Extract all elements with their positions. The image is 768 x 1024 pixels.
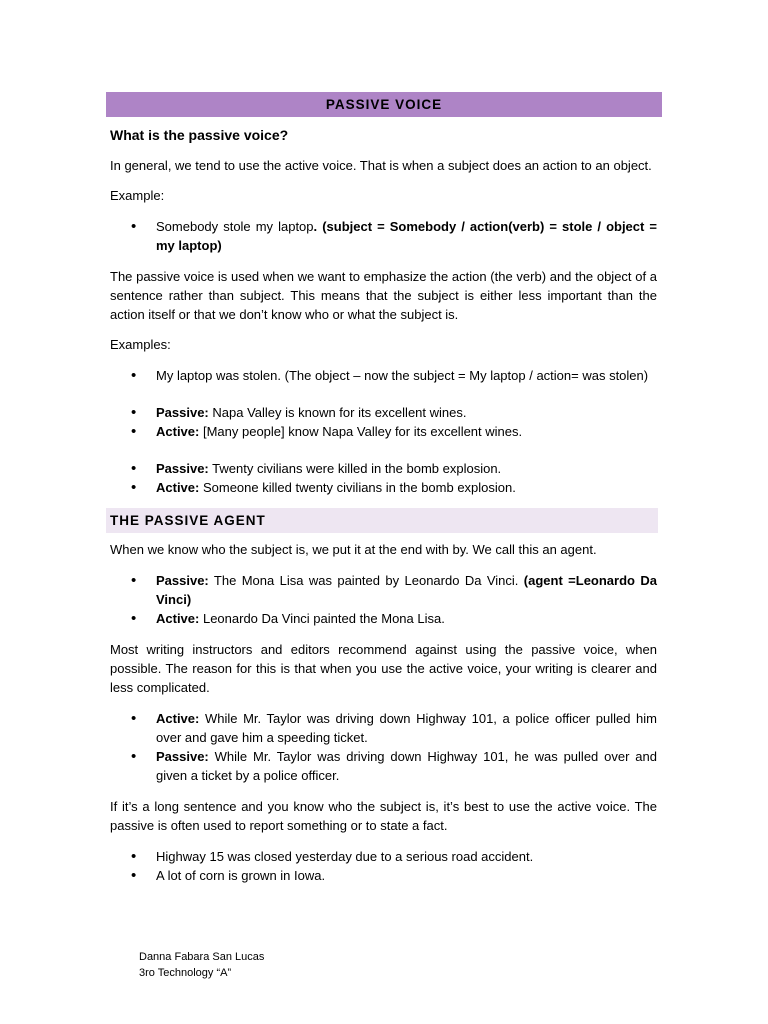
list-item xyxy=(110,217,657,255)
examples-list xyxy=(110,366,657,385)
intro-paragraph: In general, we tend to use the active voice. That is when a subject does an action to an object. xyxy=(110,158,652,173)
passive-text: Twenty civilians were killed in the bomb explosion. xyxy=(208,461,502,476)
pair-list-2 xyxy=(110,459,657,497)
agent-intro: When we know who the subject is, we put it at the end with by. We call this an agent. xyxy=(110,542,597,557)
list-item xyxy=(110,609,657,628)
instructors-paragraph: Most writing instructors and editors recommend against using the passive voice, when possible. The reason for this is that when you use the active voice, your writing is clearer and less complicated. xyxy=(110,642,657,695)
active-label: Active: xyxy=(156,424,200,439)
examples-label: Examples: xyxy=(110,337,171,352)
footer-class: 3ro Technology “A” xyxy=(139,966,232,979)
passive-label: Passive: xyxy=(156,461,209,476)
list-item xyxy=(110,709,657,747)
pair-list-3 xyxy=(110,571,657,628)
example-list xyxy=(110,217,657,255)
list-item xyxy=(110,747,657,785)
document-body xyxy=(110,92,657,885)
passive-text: While Mr. Taylor was driving down Highway 101, he was pulled over and given a ticket by a police officer. xyxy=(156,749,657,783)
passive-text: The Mona Lisa was painted by Leonardo Da Vinci. xyxy=(208,573,524,588)
active-label: Active: xyxy=(156,711,200,726)
list-item xyxy=(110,478,657,497)
list-item: • My laptop was stolen. (The object – now the subject = My laptop / action= was stolen) xyxy=(110,366,657,385)
agent-annotation: (agent =Leonardo Da Vinci) xyxy=(156,573,657,607)
facts-list xyxy=(110,847,657,885)
passive-label: Passive: xyxy=(156,405,209,420)
list-item xyxy=(110,422,657,441)
example-annotation: . (subject = Somebody / action(verb) = stole / object = my laptop) xyxy=(156,219,657,253)
active-text: [Many people] know Napa Valley for its excellent wines. xyxy=(199,424,523,439)
passive-text: Napa Valley is known for its excellent wines. xyxy=(208,405,467,420)
passive-label: Passive: xyxy=(156,573,209,588)
active-label: Active: xyxy=(156,480,200,495)
footer xyxy=(139,950,264,981)
passive-paragraph: The passive voice is used when we want to emphasize the action (the verb) and the object of a sentence rather than subject. This means that the subject is either less important than the action itself or that we don’t know who or what the subject is. xyxy=(110,269,657,322)
long-sentence-paragraph: If it’s a long sentence and you know who the subject is, it’s best to use the active voice. The passive is often used to report something or to state a fact. xyxy=(110,799,657,833)
list-item: • Highway 15 was closed yesterday due to a serious road accident. xyxy=(110,847,657,866)
list-item: • A lot of corn is grown in Iowa. xyxy=(110,866,657,885)
list-item xyxy=(110,459,657,478)
footer-author: Danna Fabara San Lucas xyxy=(139,951,265,963)
active-text: While Mr. Taylor was driving down Highway 101, a police officer pulled him over and gave him a speeding ticket. xyxy=(156,711,657,745)
pair-list-4 xyxy=(110,709,657,785)
title-banner: PASSIVE VOICE xyxy=(106,92,662,117)
active-label: Active: xyxy=(156,611,200,626)
list-item xyxy=(110,403,657,422)
section-heading: What is the passive voice? xyxy=(110,127,289,143)
example-label: Example: xyxy=(110,188,165,203)
active-text: Leonardo Da Vinci painted the Mona Lisa. xyxy=(199,611,445,626)
agent-banner: THE PASSIVE AGENT xyxy=(106,508,658,533)
pair-list-1 xyxy=(110,403,657,441)
passive-label: Passive: xyxy=(156,749,209,764)
list-item xyxy=(110,571,657,609)
active-text: Someone killed twenty civilians in the bomb explosion. xyxy=(199,480,516,495)
example-text: Somebody stole my laptop xyxy=(156,219,314,234)
